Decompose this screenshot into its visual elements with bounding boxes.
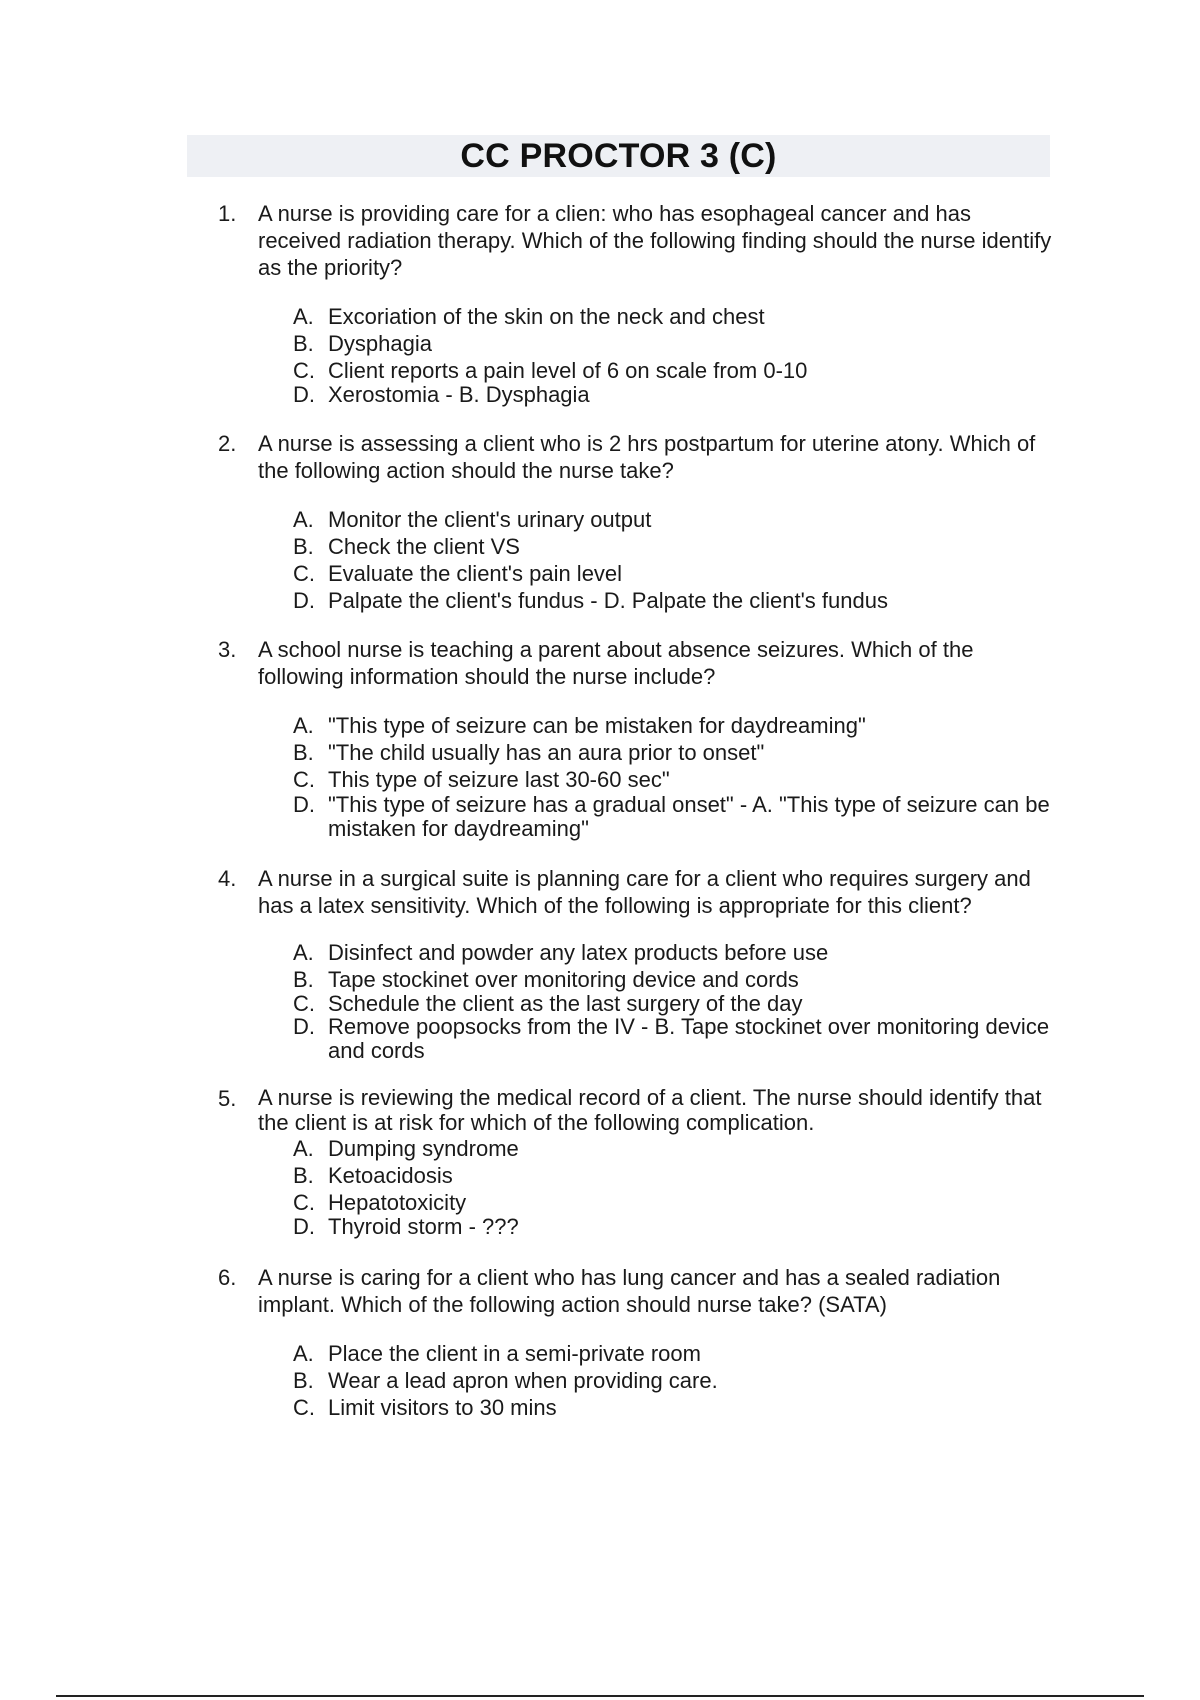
option-text: Client reports a pain level of 6 on scale from 0-10: [328, 358, 808, 383]
option-letter: A.: [293, 1341, 314, 1366]
option-letter: C.: [293, 1395, 315, 1420]
option-letter: C.: [293, 767, 315, 792]
option-b: [293, 739, 1058, 766]
option-letter: D.: [293, 1214, 315, 1239]
option-text: Tape stockinet over monitoring device and cords: [328, 967, 799, 992]
option-d: [293, 587, 1058, 614]
option-letter: B.: [293, 1163, 314, 1188]
option-d: [293, 384, 1058, 406]
option-text: Thyroid storm - ???: [328, 1214, 519, 1239]
option-letter: B.: [293, 331, 314, 356]
question-number: 6.: [218, 1265, 237, 1290]
option-text: Excoriation of the skin on the neck and chest: [328, 304, 765, 329]
option-b: [293, 966, 1058, 993]
option-text: Ketoacidosis: [328, 1163, 453, 1188]
option-text: Dumping syndrome: [328, 1136, 519, 1161]
option-list: [293, 712, 1058, 841]
option-letter: A.: [293, 940, 314, 965]
question-list: [218, 200, 1058, 1421]
option-c: [293, 1394, 1058, 1421]
option-letter: A.: [293, 507, 314, 532]
option-text: Check the client VS: [328, 534, 520, 559]
option-list: [293, 1340, 1058, 1421]
option-b: [293, 1162, 1058, 1189]
option-letter: C.: [293, 1190, 315, 1215]
page-title: CC PROCTOR 3 (C): [460, 137, 777, 175]
option-letter: A.: [293, 713, 314, 738]
option-text: Palpate the client's fundus - D. Palpate the client's fundus: [328, 588, 888, 613]
question-text: A school nurse is teaching a parent about absence seizures. Which of the following information should the nurse include?: [258, 637, 974, 689]
question-2: [218, 430, 1058, 614]
option-letter: D.: [293, 1014, 315, 1039]
option-a: [293, 712, 1058, 739]
option-text: Remove poopsocks from the IV - B. Tape stockinet over monitoring device and cords: [328, 1014, 1050, 1063]
question-3: [218, 636, 1058, 841]
footer-rule: [56, 1695, 1144, 1697]
option-b: [293, 533, 1058, 560]
question-4: [218, 865, 1058, 1063]
option-c: [293, 766, 1058, 793]
option-b: [293, 330, 1058, 357]
question-number: 3.: [218, 637, 237, 662]
option-letter: B.: [293, 740, 314, 765]
option-text: Disinfect and powder any latex products before use: [328, 940, 829, 965]
option-letter: C.: [293, 358, 315, 383]
option-c: [293, 993, 1058, 1015]
option-c: [293, 357, 1058, 384]
question-text: A nurse is providing care for a clien: who has esophageal cancer and has received radiation therapy. Which of the following finding should the nurse identify as the priority?: [258, 201, 1052, 280]
option-letter: B.: [293, 967, 314, 992]
option-text: "The child usually has an aura prior to onset": [328, 740, 765, 765]
question-text: A nurse is assessing a client who is 2 hrs postpartum for uterine atony. Which of the following action should the nurse take?: [258, 431, 1036, 483]
option-text: Xerostomia - B. Dysphagia: [328, 382, 590, 407]
option-a: [293, 1135, 1058, 1162]
question-1: [218, 200, 1058, 406]
option-letter: C.: [293, 991, 315, 1016]
question-number: 1.: [218, 201, 237, 226]
question-number: 4.: [218, 866, 237, 891]
option-d: [293, 1216, 1058, 1238]
option-text: Dysphagia: [328, 331, 432, 356]
option-list: [293, 1135, 1058, 1238]
option-text: "This type of seizure has a gradual onset" - A. "This type of seizure can be mistaken for daydreaming": [328, 792, 1050, 841]
question-5: [218, 1085, 1058, 1238]
option-letter: B.: [293, 1368, 314, 1393]
option-c: [293, 1189, 1058, 1216]
option-text: Evaluate the client's pain level: [328, 561, 623, 586]
option-text: Monitor the client's urinary output: [328, 507, 652, 532]
option-text: Wear a lead apron when providing care.: [328, 1368, 718, 1393]
question-text: A nurse in a surgical suite is planning care for a client who requires surgery and has a latex sensitivity. Which of the following is appropriate for this client?: [258, 866, 1031, 918]
question-text: A nurse is reviewing the medical record of a client. The nurse should identify that the client is at risk for which of the following complication.: [258, 1085, 1042, 1135]
question-number: 5.: [218, 1086, 237, 1111]
option-letter: D.: [293, 588, 315, 613]
option-text: Place the client in a semi-private room: [328, 1341, 701, 1366]
option-text: This type of seizure last 30-60 sec": [328, 767, 670, 792]
question-6: [218, 1264, 1058, 1421]
option-letter: A.: [293, 1136, 314, 1161]
option-letter: A.: [293, 304, 314, 329]
option-list: [293, 506, 1058, 614]
option-d: [293, 1015, 1058, 1063]
option-list: [293, 939, 1058, 1063]
option-a: [293, 303, 1058, 330]
option-text: Hepatotoxicity: [328, 1190, 467, 1215]
option-a: [293, 506, 1058, 533]
option-d: [293, 793, 1058, 841]
option-text: Limit visitors to 30 mins: [328, 1395, 557, 1420]
option-b: [293, 1367, 1058, 1394]
option-letter: C.: [293, 561, 315, 586]
option-text: Schedule the client as the last surgery of the day: [328, 991, 803, 1016]
option-letter: D.: [293, 382, 315, 407]
option-a: [293, 939, 1058, 966]
question-number: 2.: [218, 431, 237, 456]
option-a: [293, 1340, 1058, 1367]
option-c: [293, 560, 1058, 587]
option-letter: D.: [293, 792, 315, 817]
option-list: [293, 303, 1058, 406]
option-text: "This type of seizure can be mistaken for daydreaming": [328, 713, 866, 738]
question-text: A nurse is caring for a client who has lung cancer and has a sealed radiation implant. Which of the following action should nurse take? (SATA): [258, 1265, 1001, 1317]
option-letter: B.: [293, 534, 314, 559]
